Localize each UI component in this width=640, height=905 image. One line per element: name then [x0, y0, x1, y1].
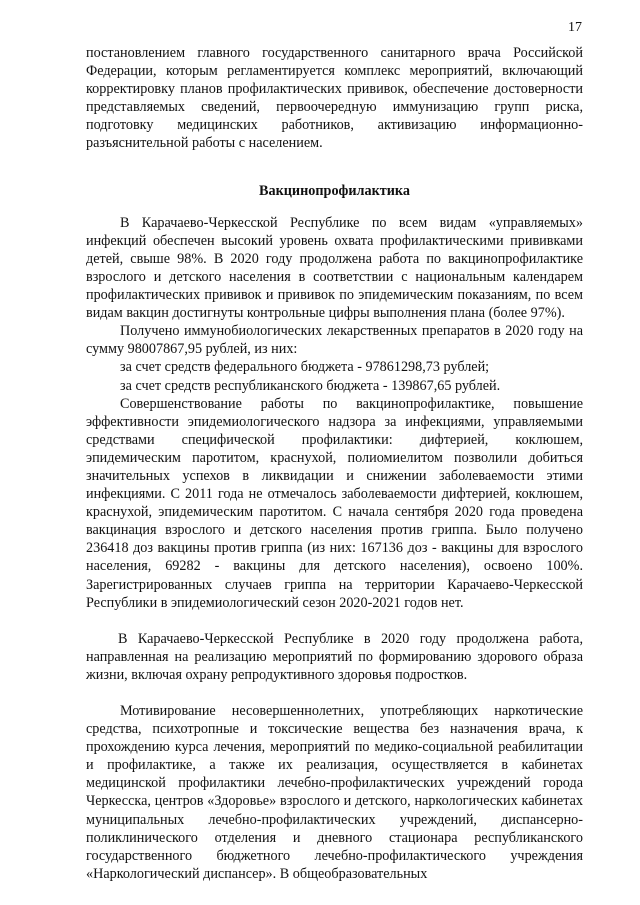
- funding-federal: за счет средств федерального бюджета - 97861298,73 рублей;: [120, 359, 490, 376]
- page-number: 17: [568, 20, 582, 35]
- paragraph-vaccination-coverage: В Карачаево-Черкесской Республике по всем видам «управляемых» инфекций обеспечен высокий уровень охвата профилактическими прививками детей, свыше 98%. В 2020 году продолжена работа по вакцинопрофилактике взрослого и детского населения в соответствии с национальным календарем профилактических прививок и прививок по эпидемическим показаниям, по всем видам вакцин достигнуты контрольные цифры выполнения плана (более 97%).: [86, 214, 583, 322]
- funding-republic: за счет средств республиканского бюджета - 139867,65 рублей.: [120, 377, 501, 394]
- document-body: [86, 44, 583, 883]
- paragraph-spacer: [86, 612, 583, 630]
- paragraph-spacer: [86, 684, 583, 702]
- intro-paragraph: постановлением главного государственного санитарного врача Российской Федерации, которым регламентируется комплекс мероприятий, включающий корректировку планов профилактических прививок, обеспечение достоверности представляемых сведений, первоочередную иммунизацию групп риска, подготовку медицинских работников, активизацию информационно-разъяснительной работы с населением.: [86, 45, 583, 152]
- paragraph-motivation-minors: Мотивирование несовершеннолетних, употребляющих наркотические средства, психотропные и токсические вещества без назначения врача, к прохождению курса лечения, мероприятий по медико-социальной реабилитации и профилактике, а также их реализация, осуществляется в кабинетах медицинской профилактики лечебно-профилактических учреждений города Черкесска, центров «Здоровье» взрослого и детского, наркологических кабинетах муниципальных лечебно-профилактических учреждений, диспансерно-поликлинического отделения и дневного стационара республиканского государственного бюджетного лечебно-профилактического учреждения «Наркологический диспансер». В общеобразовательных: [86, 703, 583, 882]
- paragraph-vaccination-improvement: Совершенствование работы по вакцинопрофилактике, повышение эффективности эпидемиологического надзора за инфекциями, управляемыми средствами специфической профилактики: дифтерией, коклюшем, эпидемическим паротитом, краснухой, полиомиелитом позволили добиться значительных успехов в ликвидации и снижении заболеваемости этими инфекциями. С 2011 года не отмечалось заболеваемости дифтерией, коклюшем, краснухой, эпидемическим паротитом. С начала сентября 2020 года проведена вакцинация взрослого и детского населения против гриппа. Было получено 236418 доз вакцины против гриппа (из них: 167136 доз - вакцины для взрослого населения, 69282 - вакцины для детского населения), освоено 100%. Зарегистрированных случаев гриппа на территории Карачаево-Черкесской Республики в эпидемиологический сезон 2020-2021 годов нет.: [86, 395, 583, 611]
- section-heading: Вакцинопрофилактика: [259, 182, 410, 199]
- paragraph-drug-procurement: Получено иммунобиологических лекарственных препаратов в 2020 году на сумму 98007867,95 рублей, из них:: [86, 323, 583, 358]
- paragraph-healthy-lifestyle: В Карачаево-Черкесской Республике в 2020 году продолжена работа, направленная на реализацию мероприятий по формированию здорового образа жизни, включая охрану репродуктивного здоровья подростков.: [86, 630, 583, 683]
